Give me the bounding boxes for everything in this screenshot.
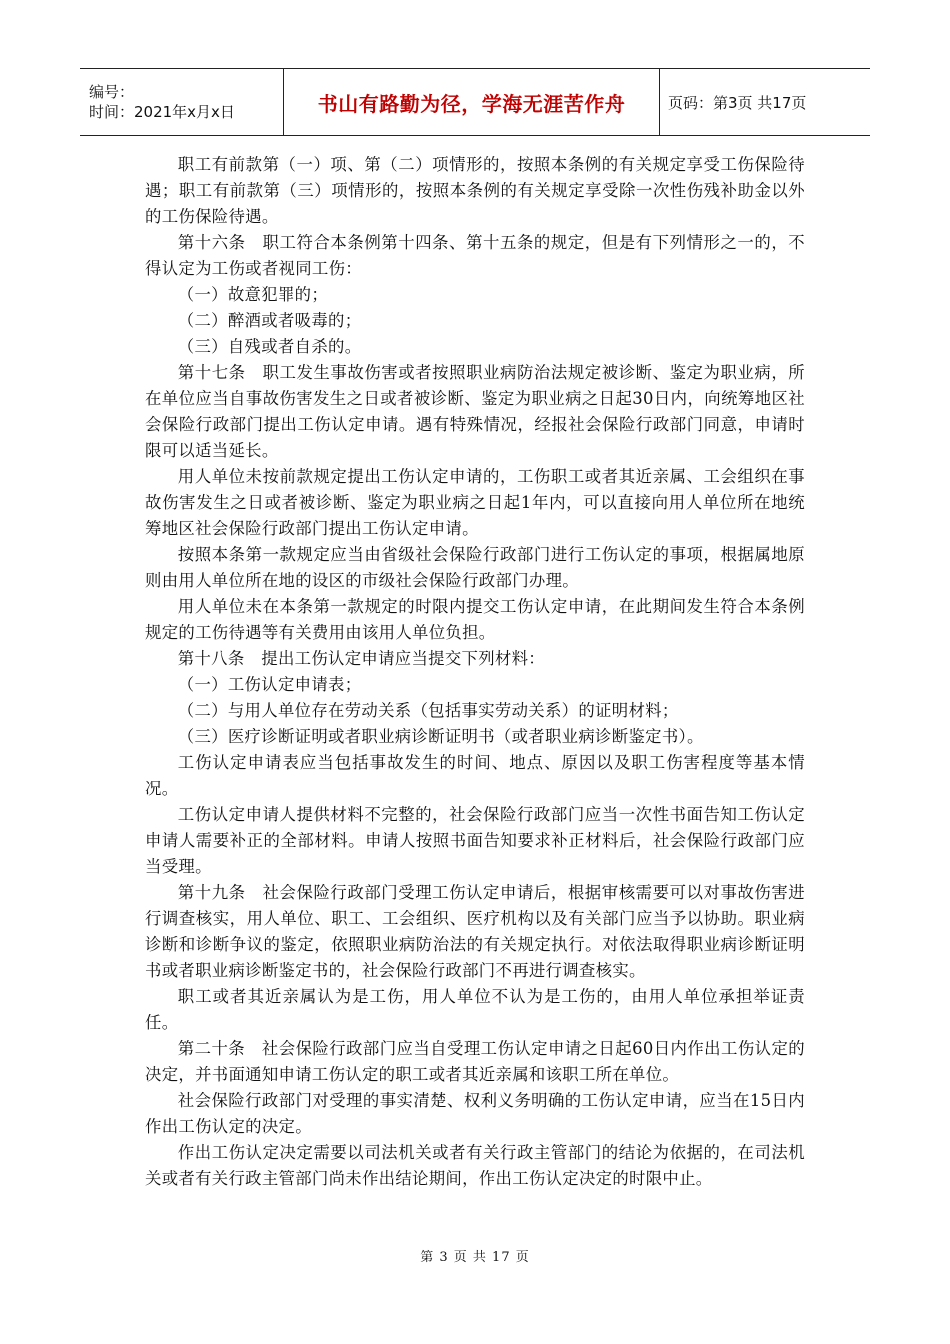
doc-date-label: 时间：2021年x月x日 bbox=[89, 103, 235, 121]
paragraph: 按照本条第一款规定应当由省级社会保险行政部门进行工伤认定的事项，根据属地原则由用人单位所在地的设区的市级社会保险行政部门办理。 bbox=[145, 545, 805, 590]
doc-number-label: 编号： bbox=[89, 83, 135, 101]
header-meta-cell bbox=[80, 69, 284, 135]
paragraph: 第十七条 职工发生事故伤害或者按照职业病防治法规定被诊断、鉴定为职业病，所在单位应当自事故伤害发生之日或者被诊断、鉴定为职业病之日起30日内，向统筹地区社会保险行政部门提出工伤认定申请。遇有特殊情况，经报社会保险行政部门同意，申请时限可以适当延长。 bbox=[145, 363, 805, 460]
list-item: （三）自残或者自杀的。 bbox=[177, 337, 362, 356]
paragraph: 第十八条 提出工伤认定申请应当提交下列材料： bbox=[177, 649, 545, 668]
paragraph: 职工或者其近亲属认为是工伤，用人单位不认为是工伤的，由用人单位承担举证责任。 bbox=[145, 987, 805, 1032]
footer-page-number: 第 3 页 共 17 页 bbox=[420, 1250, 530, 1265]
paragraph: 第二十条 社会保险行政部门应当自受理工伤认定申请之日起60日内作出工伤认定的决定，并书面通知申请工伤认定的职工或者其近亲属和该职工所在单位。 bbox=[145, 1039, 805, 1084]
list-item: （一）故意犯罪的； bbox=[177, 285, 329, 304]
list-item: （二）与用人单位存在劳动关系（包括事实劳动关系）的证明材料； bbox=[177, 701, 679, 720]
paragraph: 社会保险行政部门对受理的事实清楚、权利义务明确的工伤认定申请，应当在15日内作出工伤认定的决定。 bbox=[145, 1091, 805, 1136]
paragraph: 工伤认定申请人提供材料不完整的，社会保险行政部门应当一次性书面告知工伤认定申请人需要补正的全部材料。申请人按照书面告知要求补正材料后，社会保险行政部门应当受理。 bbox=[145, 805, 805, 876]
document-body bbox=[145, 152, 805, 1192]
paragraph: 第十九条 社会保险行政部门受理工伤认定申请后，根据审核需要可以对事故伤害进行调查核实，用人单位、职工、工会组织、医疗机构以及有关部门应当予以协助。职业病诊断和诊断争议的鉴定，依照职业病防治法的有关规定执行。对依法取得职业病诊断证明书或者职业病诊断鉴定书的，社会保险行政部门不再进行调查核实。 bbox=[145, 883, 805, 980]
header-page-label: 页码：第3页 共17页 bbox=[668, 93, 807, 112]
page-footer bbox=[0, 1246, 950, 1265]
header-motto: 书山有路勤为径，学海无涯苦作舟 bbox=[317, 91, 626, 116]
paragraph: 作出工伤认定决定需要以司法机关或者有关行政主管部门的结论为依据的，在司法机关或者有关行政主管部门尚未作出结论期间，作出工伤认定决定的时限中止。 bbox=[145, 1143, 805, 1188]
list-item: （三）医疗诊断证明或者职业病诊断证明书（或者职业病诊断鉴定书）。 bbox=[177, 727, 704, 746]
list-item: （二）醉酒或者吸毒的； bbox=[177, 311, 362, 330]
header-motto-cell bbox=[284, 69, 660, 135]
paragraph: 第十六条 职工符合本条例第十四条、第十五条的规定，但是有下列情形之一的，不得认定为工伤或者视同工伤： bbox=[145, 233, 805, 278]
paragraph: 用人单位未按前款规定提出工伤认定申请的，工伤职工或者其近亲属、工会组织在事故伤害发生之日或者被诊断、鉴定为职业病之日起1年内，可以直接向用人单位所在地统筹地区社会保险行政部门提出工伤认定申请。 bbox=[145, 467, 805, 538]
paragraph: 工伤认定申请表应当包括事故发生的时间、地点、原因以及职工伤害程度等基本情况。 bbox=[145, 753, 805, 798]
list-item: （一）工伤认定申请表； bbox=[177, 675, 362, 694]
header-page-cell bbox=[660, 69, 870, 135]
paragraph: 职工有前款第（一）项、第（二）项情形的，按照本条例的有关规定享受工伤保险待遇；职工有前款第（三）项情形的，按照本条例的有关规定享受除一次性伤残补助金以外的工伤保险待遇。 bbox=[145, 155, 805, 226]
page-header bbox=[80, 68, 870, 136]
paragraph: 用人单位未在本条第一款规定的时限内提交工伤认定申请，在此期间发生符合本条例规定的工伤待遇等有关费用由该用人单位负担。 bbox=[145, 597, 805, 642]
